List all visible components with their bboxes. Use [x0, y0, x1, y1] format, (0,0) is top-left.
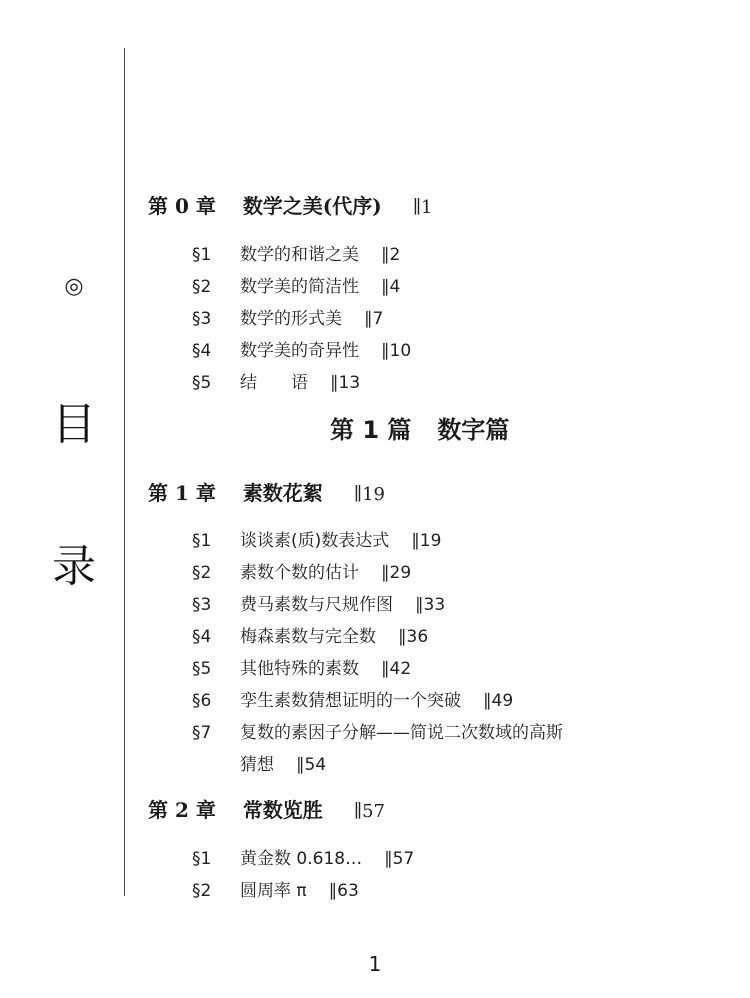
section-page: ∥63 — [328, 881, 359, 901]
part-label: 第 1 篇 — [330, 416, 412, 444]
part-title: 数字篇 — [437, 416, 510, 444]
toc-entry[interactable] — [192, 876, 359, 901]
section-number: §2 — [192, 563, 212, 583]
section-title: 孪生素数猜想证明的一个突破 — [240, 691, 461, 711]
chapter-label: 第 2 章 — [148, 798, 216, 822]
chapter-page: ∥1 — [412, 197, 433, 218]
section-number: §5 — [192, 659, 212, 679]
chapter-title: 素数花絮 — [242, 481, 323, 505]
toc-entry[interactable] — [192, 368, 360, 393]
vertical-divider — [124, 48, 125, 896]
section-page: ∥29 — [381, 563, 412, 583]
section-title: 数学的形式美 — [240, 309, 342, 329]
toc-entry[interactable] — [192, 654, 411, 679]
section-title: 费马素数与尺规作图 — [240, 595, 393, 615]
toc-entry[interactable] — [192, 272, 400, 297]
section-page: ∥13 — [330, 373, 361, 393]
chapter-2-heading[interactable] — [148, 794, 385, 823]
toc-entry[interactable] — [192, 844, 414, 869]
section-title: 数学的和谐之美 — [240, 245, 359, 265]
section-page: ∥54 — [296, 755, 327, 775]
section-title-continued: 猜想 — [240, 755, 274, 775]
toc-entry[interactable] — [192, 304, 383, 329]
toc-entry[interactable] — [192, 718, 563, 743]
toc-entry[interactable] — [192, 526, 441, 551]
section-number: §7 — [192, 723, 212, 743]
section-number: §6 — [192, 691, 212, 711]
section-number: §4 — [192, 627, 212, 647]
section-title: 素数个数的估计 — [240, 563, 359, 583]
section-page: ∥2 — [381, 245, 401, 265]
section-number: §5 — [192, 373, 212, 393]
section-page: ∥49 — [483, 691, 514, 711]
circle-mark-icon: ◎ — [64, 274, 84, 299]
section-page: ∥33 — [415, 595, 446, 615]
section-page: ∥10 — [381, 341, 412, 361]
section-page: ∥42 — [381, 659, 412, 679]
toc-entry[interactable] — [192, 622, 428, 647]
section-title: 黄金数 0.618… — [240, 849, 363, 869]
toc-entry[interactable] — [192, 240, 400, 265]
toc-entry[interactable] — [192, 686, 513, 711]
chapter-title: 数学之美(代序) — [242, 194, 382, 218]
section-title: 梅森素数与完全数 — [240, 627, 376, 647]
toc-entry[interactable] — [192, 590, 445, 615]
toc-entry[interactable] — [192, 558, 411, 583]
toc-entry[interactable] — [192, 336, 411, 361]
page-number: 1 — [368, 952, 382, 976]
chapter-0-heading[interactable] — [148, 190, 433, 219]
section-number: §1 — [192, 245, 212, 265]
chapter-label: 第 0 章 — [148, 194, 216, 218]
section-title: 其他特殊的素数 — [240, 659, 359, 679]
section-title: 数学美的简洁性 — [240, 277, 359, 297]
side-title-char-1: 目 — [52, 399, 96, 450]
section-page: ∥19 — [411, 531, 442, 551]
section-title: 复数的素因子分解——简说二次数域的高斯 — [240, 723, 563, 743]
section-page: ∥36 — [398, 627, 429, 647]
part-1-heading — [330, 410, 509, 445]
section-page: ∥57 — [384, 849, 415, 869]
side-title-char-2: 录 — [52, 541, 96, 592]
chapter-title: 常数览胜 — [242, 798, 323, 822]
section-page: ∥7 — [364, 309, 384, 329]
section-number: §1 — [192, 531, 212, 551]
section-number: §4 — [192, 341, 212, 361]
section-title: 数学美的奇异性 — [240, 341, 359, 361]
chapter-label: 第 1 章 — [148, 481, 216, 505]
chapter-1-heading[interactable] — [148, 477, 385, 506]
section-title: 圆周率 π — [240, 881, 307, 901]
section-number: §1 — [192, 849, 212, 869]
section-number: §2 — [192, 277, 212, 297]
section-number: §3 — [192, 595, 212, 615]
chapter-page: ∥57 — [353, 801, 385, 822]
section-page: ∥4 — [381, 277, 401, 297]
section-title: 谈谈素(质)数表达式 — [240, 531, 390, 551]
chapter-page: ∥19 — [353, 484, 385, 505]
section-number: §3 — [192, 309, 212, 329]
section-title: 结 语 — [240, 373, 308, 393]
toc-entry-continuation[interactable] — [240, 750, 326, 775]
section-number: §2 — [192, 881, 212, 901]
